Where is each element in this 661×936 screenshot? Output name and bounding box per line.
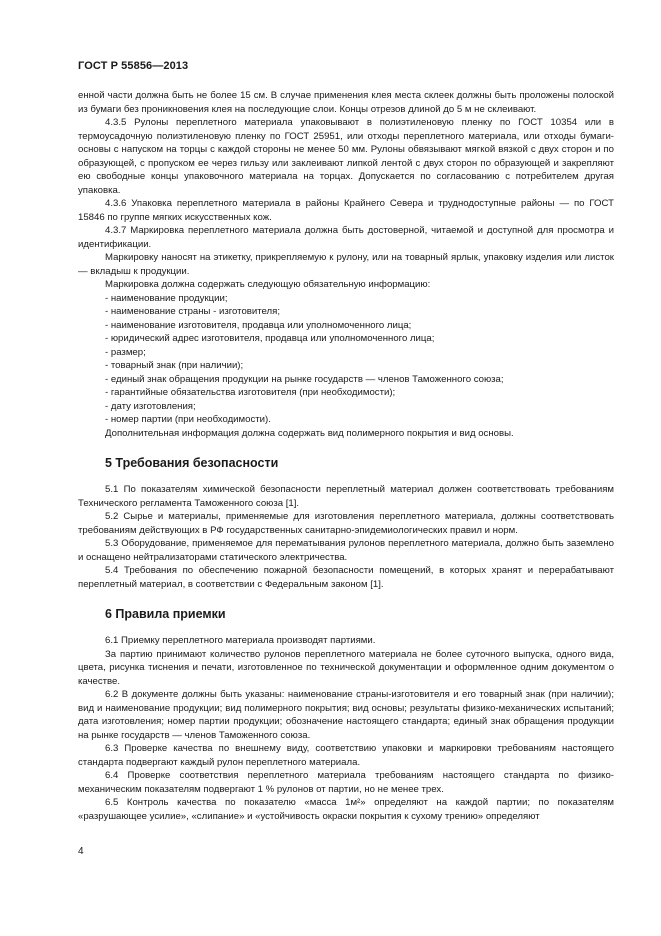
clause-5-1: 5.1 По показателям химической безопасности переплетный материал должен соответствовать требованиям Технического регламента Таможенного союза [1].: [78, 484, 614, 509]
marking-contents-intro: Маркировка должна содержать следующую обязательную информацию:: [105, 279, 431, 290]
marking-list-item: - размер;: [105, 346, 146, 358]
clause-6-4: 6.4 Проверке соответствия переплетного материала требованиям настоящего стандарта по физико-механическим показателям подвергают 1 % рулонов от партии, но не менее трех.: [78, 770, 614, 795]
clause-4-3-7: 4.3.7 Маркировка переплетного материала должна быть достоверной, читаемой и доступной для просмотра и идентификации.: [78, 225, 614, 250]
lot-definition-paragraph: За партию принимают количество рулонов переплетного материала не более суточного выпуска, одного вида, цвета, рисунка тиснения и печати, изготовленное по технической документации и оформленное одним документом о качестве.: [78, 648, 614, 687]
page-content: [78, 89, 614, 823]
marking-list-item: - дату изготовления;: [105, 400, 196, 412]
section-5-heading: 5 Требования безопасности: [105, 456, 279, 470]
section-6-heading: 6 Правила приемки: [105, 607, 226, 621]
clause-5-3: 5.3 Оборудование, применяемое для перематывания рулонов переплетного материала, должно быть заземлено и оснащено нейтрализаторами статического электричества.: [78, 538, 614, 563]
clause-6-2: 6.2 В документе должны быть указаны: наименование страны-изготовителя и его товарный знак (при наличии); вид и наименование продукции; вид полимерного покрытия; вид основы; результаты физико-механических испытаний; дата изготовления; номер партии продукции; обозначение настоящего стандарта; единый знак обращения продукции на рынке государств — членов Таможенного союза.: [78, 689, 614, 741]
clause-6-1: 6.1 Приемку переплетного материала производят партиями.: [105, 635, 376, 646]
marking-list-item: - единый знак обращения продукции на рынке государств — членов Таможенного союза;: [105, 373, 504, 385]
clause-4-3-6: 4.3.6 Упаковка переплетного материала в районы Крайнего Севера и труднодоступные районы — по ГОСТ 15846 по группе мягких искусственных кож.: [78, 198, 614, 223]
clause-6-5: 6.5 Контроль качества по показателю «масса 1м²» определяют на каждой партии; по показателям «разрушающее усилие», «слипание» и «устойчивость окраски покрытия к сухому трению» определяют: [78, 797, 614, 822]
continued-paragraph: енной части должна быть не более 15 см. В случае применения клея места склеек должны быть проложены полоской из бумаги без проникновения клея на последующие слои. Концы отрезов длиной до 5 м не склеивают.: [78, 90, 614, 115]
page-number: 4: [78, 846, 84, 857]
marking-list-item: - наименование страны - изготовителя;: [105, 306, 280, 317]
clause-5-2: 5.2 Сырье и материалы, применяемые для изготовления переплетного материала, должны соответствовать требованиям действующих в РФ государственных санитарно-эпидемиологических правил и норм.: [78, 511, 614, 536]
clause-5-4: 5.4 Требования по обеспечению пожарной безопасности помещений, в которых хранят и перерабатывают переплетный материал, в соответствии с Федеральным законом [1].: [78, 565, 614, 590]
marking-list-item: - товарный знак (при наличии);: [105, 360, 244, 371]
marking-list-item: - гарантийные обязательства изготовителя (при необходимости);: [105, 387, 396, 398]
marking-placement-paragraph: Маркировку наносят на этикетку, прикрепляемую к рулону, или на товарный ярлык, упаковку изделия или листок — вкладыш к продукции.: [78, 252, 614, 277]
marking-list-item: - наименование изготовителя, продавца или уполномоченного лица;: [105, 319, 412, 331]
marking-list-item: - юридический адрес изготовителя, продавца или уполномоченного лица;: [105, 333, 435, 344]
additional-info-paragraph: Дополнительная информация должна содержать вид полимерного покрытия и вид основы.: [105, 427, 514, 439]
standard-header: ГОСТ Р 55856—2013: [78, 60, 189, 72]
clause-6-3: 6.3 Проверке качества по внешнему виду, соответствию упаковки и маркировки требованиям настоящего стандарта подвергают каждый рулон переплетного материала.: [78, 743, 614, 768]
clause-4-3-5: 4.3.5 Рулоны переплетного материала упаковывают в полиэтиленовую пленку по ГОСТ 10354 или в термоусадочную полиэтиленовую пленку по ГОСТ 25951, или отходы переплетного материала, или отходы бумаги-основы с напуском на торцы с каждой стороны не менее 50 мм. Рулоны обвязывают мягкой вязкой с двух сторон и по образующей, с пропуском ее через гильзу или заклеивают липкой лентой с двух сторон по образующей и закрепляют ею свободные концы упаковочного материала на торцах. Допускается по согласованию с потребителем другая упаковка.: [78, 117, 614, 196]
marking-list-item: - номер партии (при необходимости).: [105, 414, 271, 425]
marking-list-item: - наименование продукции;: [105, 292, 228, 304]
